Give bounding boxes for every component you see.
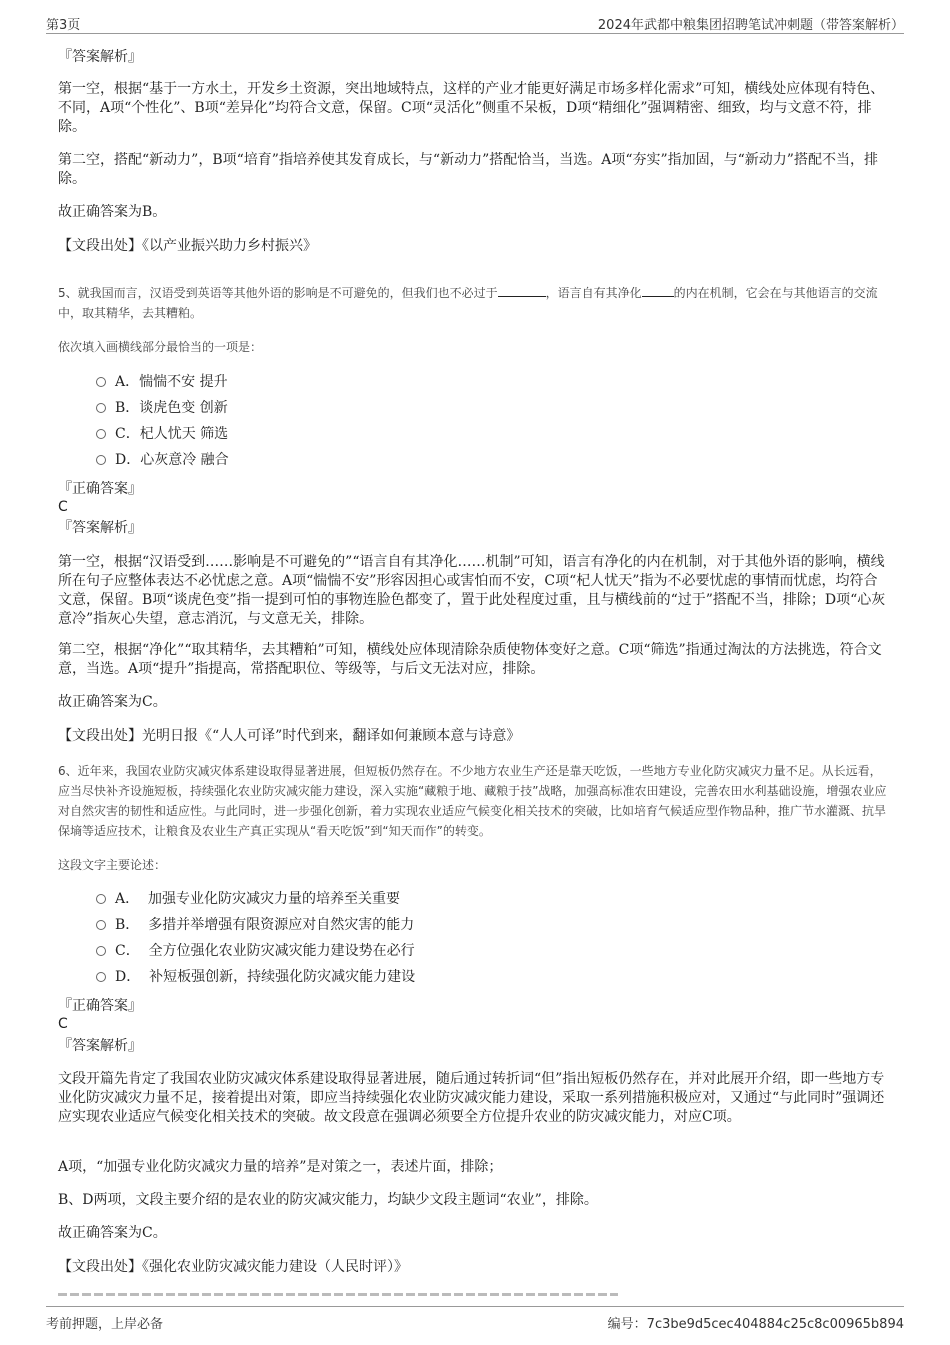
q5-option-b[interactable] (96, 397, 228, 419)
q5-stem-part1: 5、就我国而言，汉语受到英语等其他外语的影响是不可避免的，但我们也不必过于 (58, 286, 498, 300)
q5-blank-2 (642, 285, 674, 297)
radio-icon[interactable] (96, 972, 106, 982)
q6-option-c-letter: C． (115, 943, 140, 959)
q6-source: 【文段出处】《强化农业防灾减灾能力建设（人民时评）》 (58, 1259, 408, 1275)
q5-prompt: 依次填入画横线部分最恰当的一项是： (58, 340, 263, 354)
q6-option-c-text: 全方位强化农业防灾减灾能力建设势在必行 (148, 943, 415, 959)
q4-conclusion: 故正确答案为B。 (58, 204, 167, 220)
q5-option-d[interactable] (96, 449, 229, 471)
q5-blank-1 (498, 285, 546, 297)
q5-option-c-letter: C． (115, 426, 140, 442)
q5-option-a-letter: A． (115, 374, 140, 390)
q6-correct-answer: C (58, 1016, 68, 1032)
q6-analysis-para2: A项，“加强专业化防灾减灾力量的培养”是对策之一，表述片面，排除； (58, 1159, 503, 1175)
q6-option-c[interactable] (96, 940, 415, 962)
page-number: 第3页 (46, 18, 81, 33)
q6-option-a-letter: A． (115, 891, 140, 907)
q5-option-b-text: 谈虎色变 创新 (139, 400, 228, 416)
q5-option-d-text: 心灰意冷 融合 (140, 452, 229, 468)
q5-source: 【文段出处】光明日报《“人人可译”时代到来，翻译如何兼顾本意与诗意》 (58, 728, 521, 744)
next-question-cutoff (58, 1291, 618, 1297)
document-title: 2024年武都中粮集团招聘笔试冲刺题（带答案解析） (597, 18, 904, 33)
q6-stem: 6、近年来，我国农业防灾减灾体系建设取得显著进展，但短板仍然存在。不少地方农业生产还是靠天吃饭，一些地方专业化防灾减灾力量不足。从长远看，应当尽快补齐设施短板，持续强化农业防灾减灾能力建设，深入实施“藏粮于地、藏粮于技”战略，加强高标准农田建设，完善农田水利基础设施，增强农业应对自然灾害的韧性和适应性。与此同时，进一步强化创新，着力实现农业适应气候变化相关技术的突破，比如培育气候适应型作物品种，推广节水灌溉、抗旱保墒等适应技术，让粮食及农业生产真正实现从“看天吃饭”到“知天而作”的转变。 (58, 764, 887, 838)
q4-analysis-para2: 第二空，搭配“新动力”，B项“培育”指培养使其发育成长，与“新动力”搭配恰当，当选。A项“夯实”指加固，与“新动力”搭配不当，排除。 (58, 152, 878, 187)
q6-option-d[interactable] (96, 966, 415, 988)
q5-analysis-para2: 第二空，根据“净化”“取其精华，去其糟粕”可知，横线处应体现清除杂质使物体变好之意。C项“筛选”指通过淘汰的方法挑选，符合文意，当选。A项“提升”指提高，常搭配职位、等级等，与后文无法对应，排除。 (58, 642, 882, 677)
q5-option-b-letter: B． (115, 400, 140, 416)
q5-correct-label: 『正确答案』 (58, 481, 142, 497)
q6-option-b-letter: B． (115, 917, 140, 933)
q5-analysis-label: 『答案解析』 (58, 520, 142, 536)
page-footer (46, 1306, 904, 1330)
code-label: 编号： (607, 1317, 647, 1332)
q6-option-d-letter: D． (115, 969, 141, 985)
q6-analysis-para1: 文段开篇先肯定了我国农业防灾减灾体系建设取得显著进展，随后通过转折词“但”指出短板仍然存在，并对此展开介绍，即一些地方专业化防灾减灾力量不足，接着提出对策，即应当持续强化农业防灾减灾能力建设，采取一系列措施积极应对，又通过“与此同时”强调还应实现农业适应气候变化相关技术的突破。故文段意在强调必须要全方位提升农业的防灾减灾能力，对应C项。 (58, 1071, 885, 1125)
q6-option-a-text: 加强专业化防灾减灾力量的培养至关重要 (148, 891, 401, 907)
q6-prompt: 这段文字主要论述： (58, 858, 167, 872)
radio-icon[interactable] (96, 429, 106, 439)
radio-icon[interactable] (96, 455, 106, 465)
q5-option-a[interactable] (96, 371, 228, 393)
q5-correct-answer: C (58, 499, 68, 515)
q6-analysis-label: 『答案解析』 (58, 1038, 142, 1054)
q6-option-b[interactable] (96, 914, 414, 936)
q5-stem-part2: ，语言自有其净化 (545, 286, 642, 300)
radio-icon[interactable] (96, 377, 106, 387)
q5-option-c-text: 杞人忧天 筛选 (139, 426, 229, 442)
q6-conclusion: 故正确答案为C。 (58, 1225, 167, 1241)
q6-option-d-text: 补短板强创新，持续强化防灾减灾能力建设 (149, 969, 416, 985)
q6-option-b-text: 多措并举增强有限资源应对自然灾害的能力 (148, 917, 415, 933)
q5-conclusion: 故正确答案为C。 (58, 694, 167, 710)
q4-analysis-label: 『答案解析』 (58, 49, 142, 65)
q6-analysis-para3: B、D两项，文段主要介绍的是农业的防灾减灾能力，均缺少文段主题词“农业”，排除。 (58, 1192, 598, 1208)
document-code (608, 1313, 904, 1332)
radio-icon[interactable] (96, 920, 106, 930)
page-header (46, 12, 904, 34)
footer-slogan: 考前押题，上岸必备 (46, 1317, 164, 1332)
q6-option-a[interactable] (96, 888, 400, 910)
q6-correct-label: 『正确答案』 (58, 998, 142, 1014)
q4-source: 【文段出处】《以产业振兴助力乡村振兴》 (58, 238, 317, 254)
q5-stem-part3: 的内在机制，它会在与其他语言的交流中，取其精华，去其糟粕。 (58, 286, 878, 320)
radio-icon[interactable] (96, 946, 106, 956)
code-value: 7c3be9d5cec404884c25c8c00965b894 (646, 1317, 904, 1332)
q5-stem (58, 283, 888, 323)
q5-analysis-para1: 第一空，根据“汉语受到……影响是不可避免的”“语言自有其净化……机制”可知，语言有净化的内在机制，对于其他外语的影响，横线所在句子应整体表达不必忧虑之意。A项“惴惴不安”形容因担心或害怕而不安，C项“杞人忧天”指为不必要忧虑的事情而忧虑，均符合文意，保留。B项“谈虎色变”指一提到可怕的事物连脸色都变了，置于此处程度过重，且与横线前的“过于”搭配不当，排除；D项“心灰意冷”指灰心失望，意志消沉，与文意无关，排除。 (58, 554, 886, 627)
q4-analysis-para1: 第一空，根据“基于一方水土，开发乡土资源，突出地域特点，这样的产业才能更好满足市场多样化需求”可知，横线处应体现有特色、不同，A项“个性化”、B项“差异化”均符合文意，保留。C项“灵活化”侧重不呆板，D项“精细化”强调精密、细致，均与文意不符，排除。 (58, 81, 885, 135)
q5-option-c[interactable] (96, 423, 228, 445)
q5-option-d-letter: D． (115, 452, 141, 468)
q5-option-a-text: 惴惴不安 提升 (139, 374, 228, 390)
radio-icon[interactable] (96, 894, 106, 904)
radio-icon[interactable] (96, 403, 106, 413)
